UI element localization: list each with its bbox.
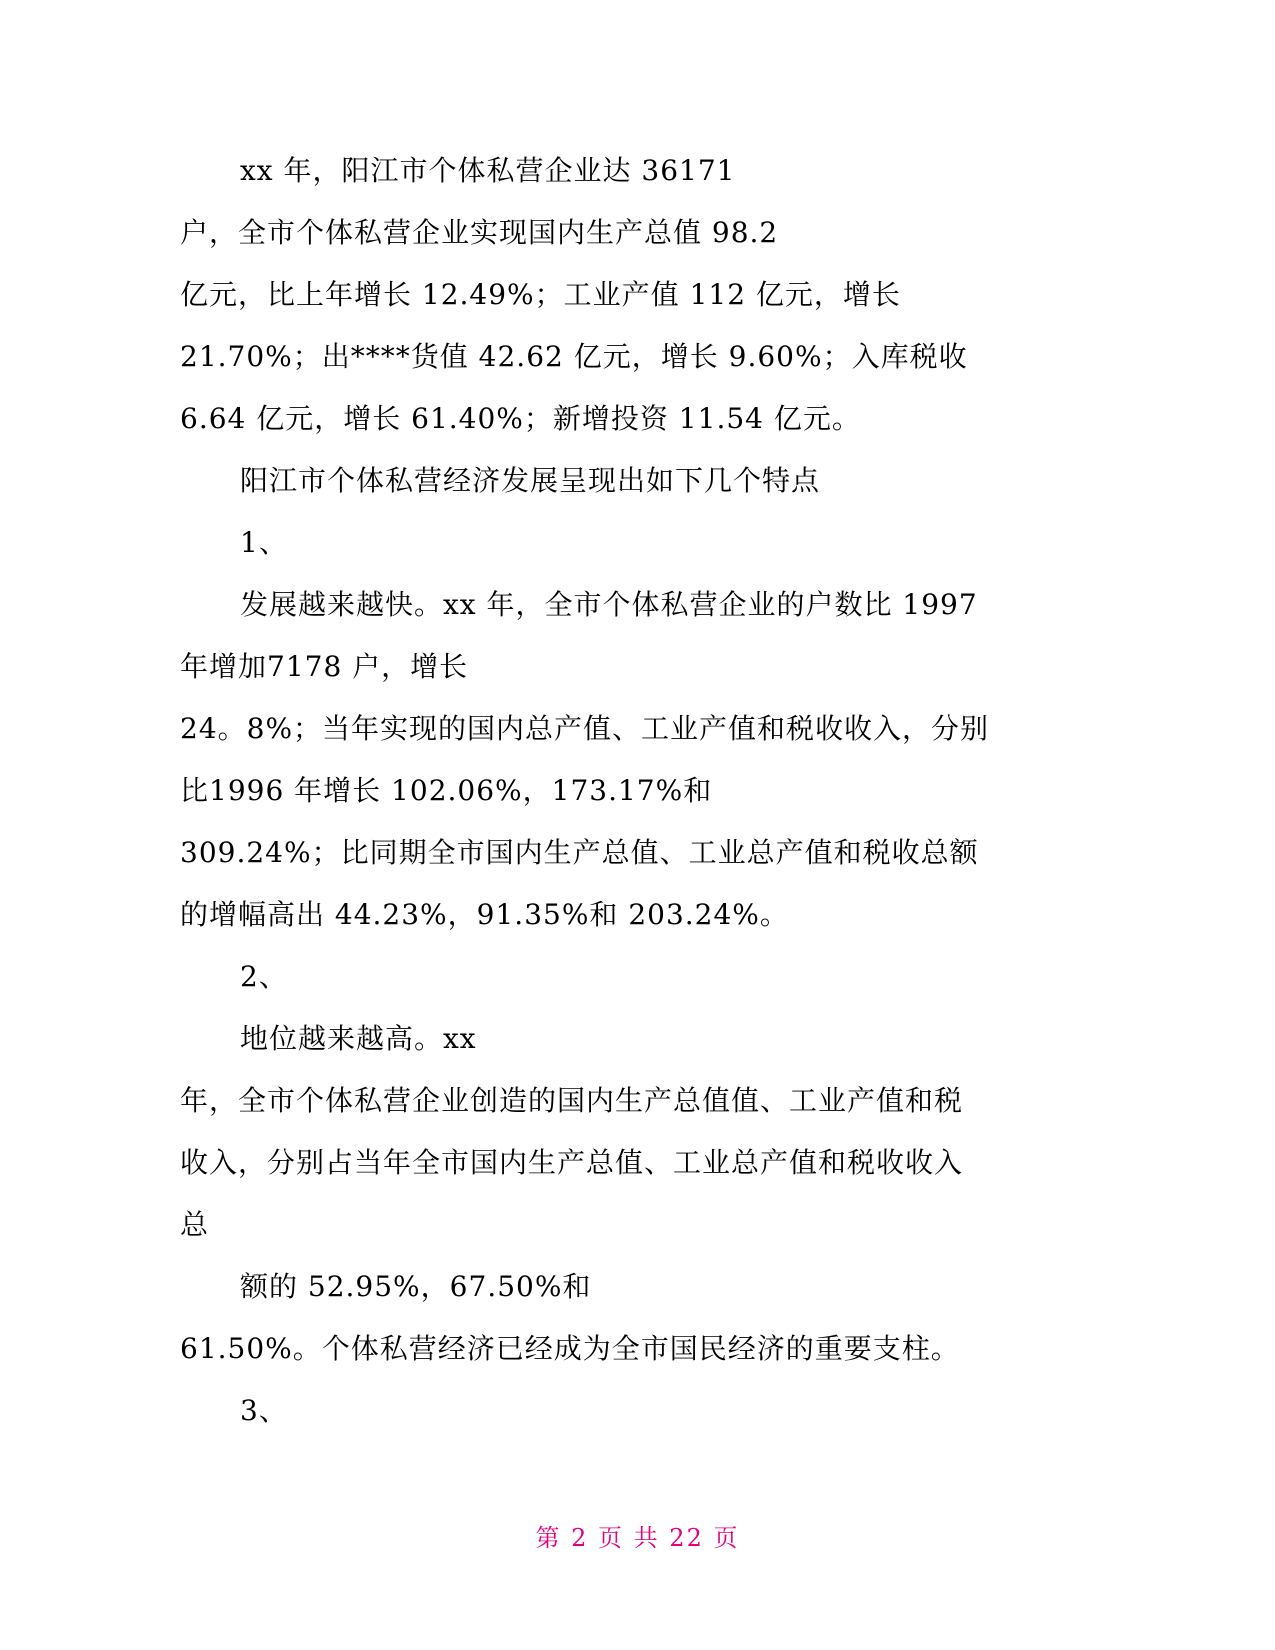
text-line: 的增幅高出 44.23%，91.35%和 203.24%。 <box>180 898 789 931</box>
text-line: 比1996 年增长 102.06%，173.17%和 <box>180 774 713 807</box>
text-line: 额的 52.95%，67.50%和 <box>240 1270 592 1303</box>
text-line: 61.50%。个体私营经济已经成为全市国民经济的重要支柱。 <box>180 1332 960 1365</box>
text-line: xx 年，阳江市个体私营企业达 36171 <box>240 154 736 187</box>
page-number-footer: 第 2 页 共 22 页 <box>535 1524 740 1552</box>
text-line: 309.24%；比同期全市国内生产总值、工业总产值和税收总额 <box>180 836 979 869</box>
text-line: 发展越来越快。xx 年，全市个体私营企业的户数比 1997 <box>240 588 978 621</box>
text-line: 年增加7178 户，增长 <box>180 650 469 683</box>
text-line: 户，全市个体私营企业实现国内生产总值 98.2 <box>180 216 779 249</box>
text-line: 2、 <box>240 960 288 993</box>
text-line: 收入，分别占当年全市国内生产总值、工业总产值和税收收入 <box>180 1146 964 1179</box>
text-line: 亿元，比上年增长 12.49%；工业产值 112 亿元，增长 <box>180 278 901 311</box>
text-line: 阳江市个体私营经济发展呈现出如下几个特点 <box>240 464 821 497</box>
text-line: 24。8%；当年实现的国内总产值、工业产值和税收收入，分别 <box>180 712 990 745</box>
text-line: 总 <box>180 1208 210 1241</box>
text-line: 3、 <box>240 1394 288 1427</box>
text-line: 1、 <box>240 526 288 559</box>
text-line: 6.64 亿元，增长 61.40%；新增投资 11.54 亿元。 <box>180 402 861 435</box>
text-line: 21.70%；出****货值 42.62 亿元，增长 9.60%；入库税收 <box>180 340 968 373</box>
text-line: 地位越来越高。xx <box>240 1022 477 1055</box>
document-body <box>180 140 1060 1442</box>
text-line: 年，全市个体私营企业创造的国内生产总值值、工业产值和税 <box>180 1084 964 1117</box>
